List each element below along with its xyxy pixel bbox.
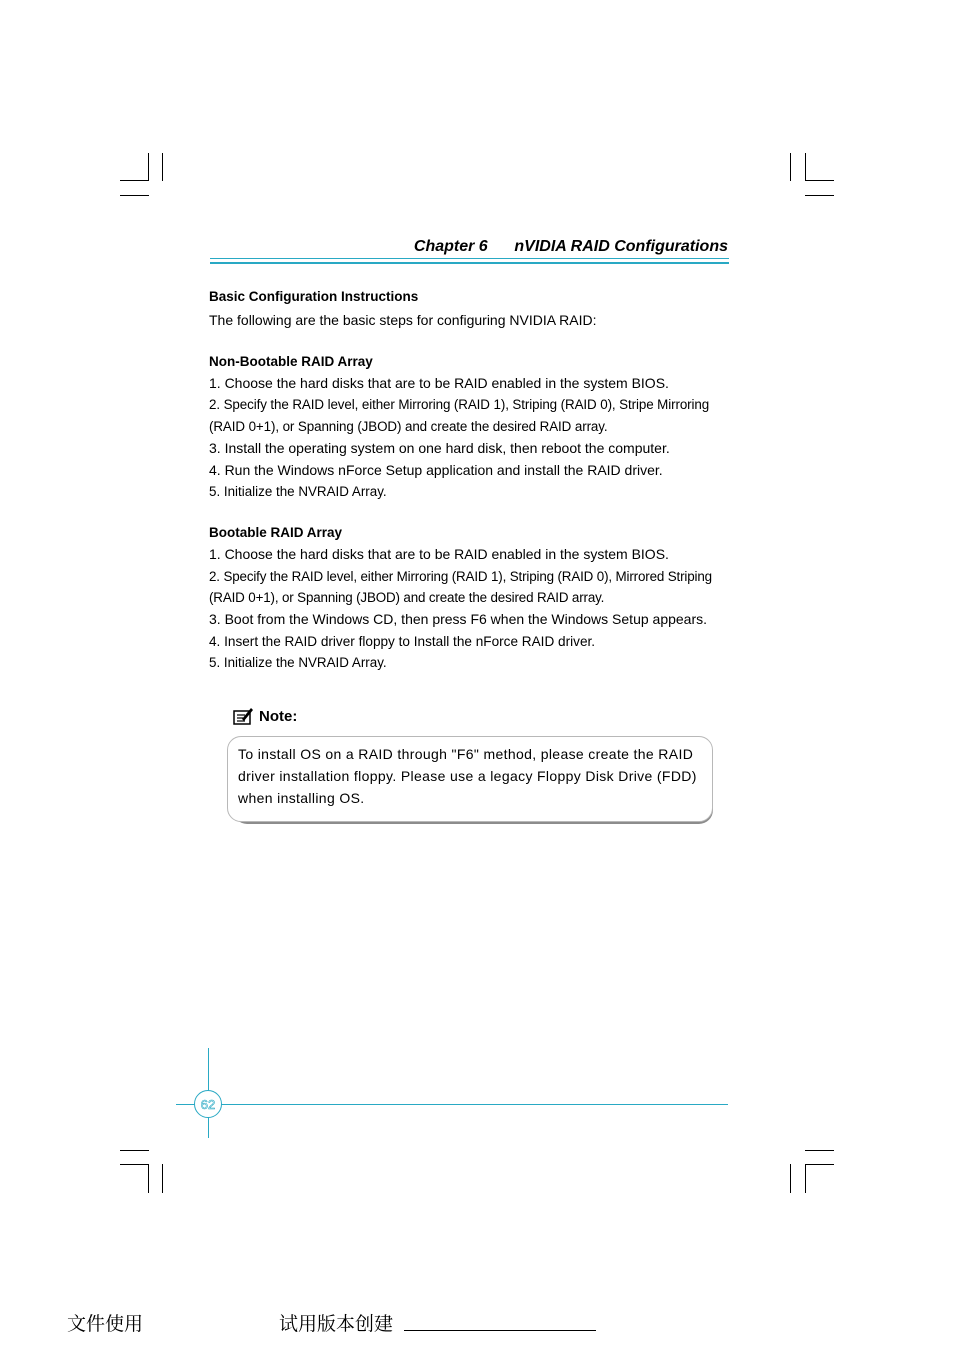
crop-mark xyxy=(805,1150,834,1151)
crop-mark xyxy=(162,153,163,181)
intro-text: The following are the basic steps for configuring NVIDIA RAID: xyxy=(209,312,597,328)
section-heading-bootable: Bootable RAID Array xyxy=(209,524,343,540)
crop-mark xyxy=(805,180,834,181)
chapter-title: nVIDIA RAID Configurations xyxy=(514,238,728,255)
section-heading-non-bootable: Non-Bootable RAID Array xyxy=(209,353,373,369)
footer-right-text: 试用版本创建 xyxy=(279,1313,394,1335)
crop-mark xyxy=(120,180,149,181)
page-number xyxy=(194,1090,222,1118)
crop-mark xyxy=(120,1150,149,1151)
crop-mark xyxy=(805,153,806,181)
header-rule xyxy=(210,262,729,264)
crop-mark xyxy=(805,1164,834,1165)
list-item: 4. Run the Windows nForce Setup application and install the RAID driver. xyxy=(209,461,663,478)
list-item: 2. Specify the RAID level, either Mirroring (RAID 1), Striping (RAID 0), Stripe Mirroring (RAID 0+1), or Spanning (JBOD) and create the desired RAID array. xyxy=(209,397,710,435)
crop-mark xyxy=(148,1164,149,1193)
footer-underline xyxy=(404,1330,596,1331)
list-item: 3. Boot from the Windows CD, then press F6 when the Windows Setup appears. xyxy=(209,611,708,628)
crop-mark xyxy=(148,153,149,181)
list-item: 1. Choose the hard disks that are to be RAID enabled in the system BIOS. xyxy=(209,374,669,391)
header-rule xyxy=(210,258,729,259)
chapter-number: Chapter 6 xyxy=(413,238,488,255)
list-item: 2. Specify the RAID level, either Mirroring (RAID 1), Striping (RAID 0), Mirrored Striping (RAID 0+1), or Spanning (JBOD) and create the desired RAID array. xyxy=(209,568,712,606)
crop-mark xyxy=(120,195,149,196)
page-number-text: 62 xyxy=(200,1096,216,1112)
crop-mark xyxy=(162,1164,163,1193)
footer-left-text: 文件使用 xyxy=(67,1313,144,1335)
list-item: 5. Initialize the NVRAID Array. xyxy=(209,655,387,671)
document-body xyxy=(209,288,734,674)
list-item: 1. Choose the hard disks that are to be RAID enabled in the system BIOS. xyxy=(209,545,669,562)
crop-mark xyxy=(790,153,791,181)
crop-mark xyxy=(805,1164,806,1193)
crop-mark xyxy=(790,1164,791,1193)
list-item: 5. Initialize the NVRAID Array. xyxy=(209,484,387,500)
chapter-header xyxy=(414,238,728,256)
crop-mark xyxy=(805,195,834,196)
note-box xyxy=(227,736,713,822)
section-heading-basic: Basic Configuration Instructions xyxy=(209,289,419,304)
list-item: 3. Install the operating system on one hard disk, then reboot the computer. xyxy=(209,439,670,456)
list-item: 4. Insert the RAID driver floppy to Install the nForce RAID driver. xyxy=(209,633,596,649)
note-title: Note: xyxy=(259,707,298,725)
note-label xyxy=(233,707,297,725)
note-text: To install OS on a RAID through "F6" method, please create the RAID driver installation floppy. Please use a legacy Floppy Disk Drive (FDD) when installing OS. xyxy=(238,746,697,806)
crop-mark xyxy=(120,1164,149,1165)
note-pencil-icon xyxy=(233,707,253,725)
page-footer-rule xyxy=(176,1104,728,1105)
